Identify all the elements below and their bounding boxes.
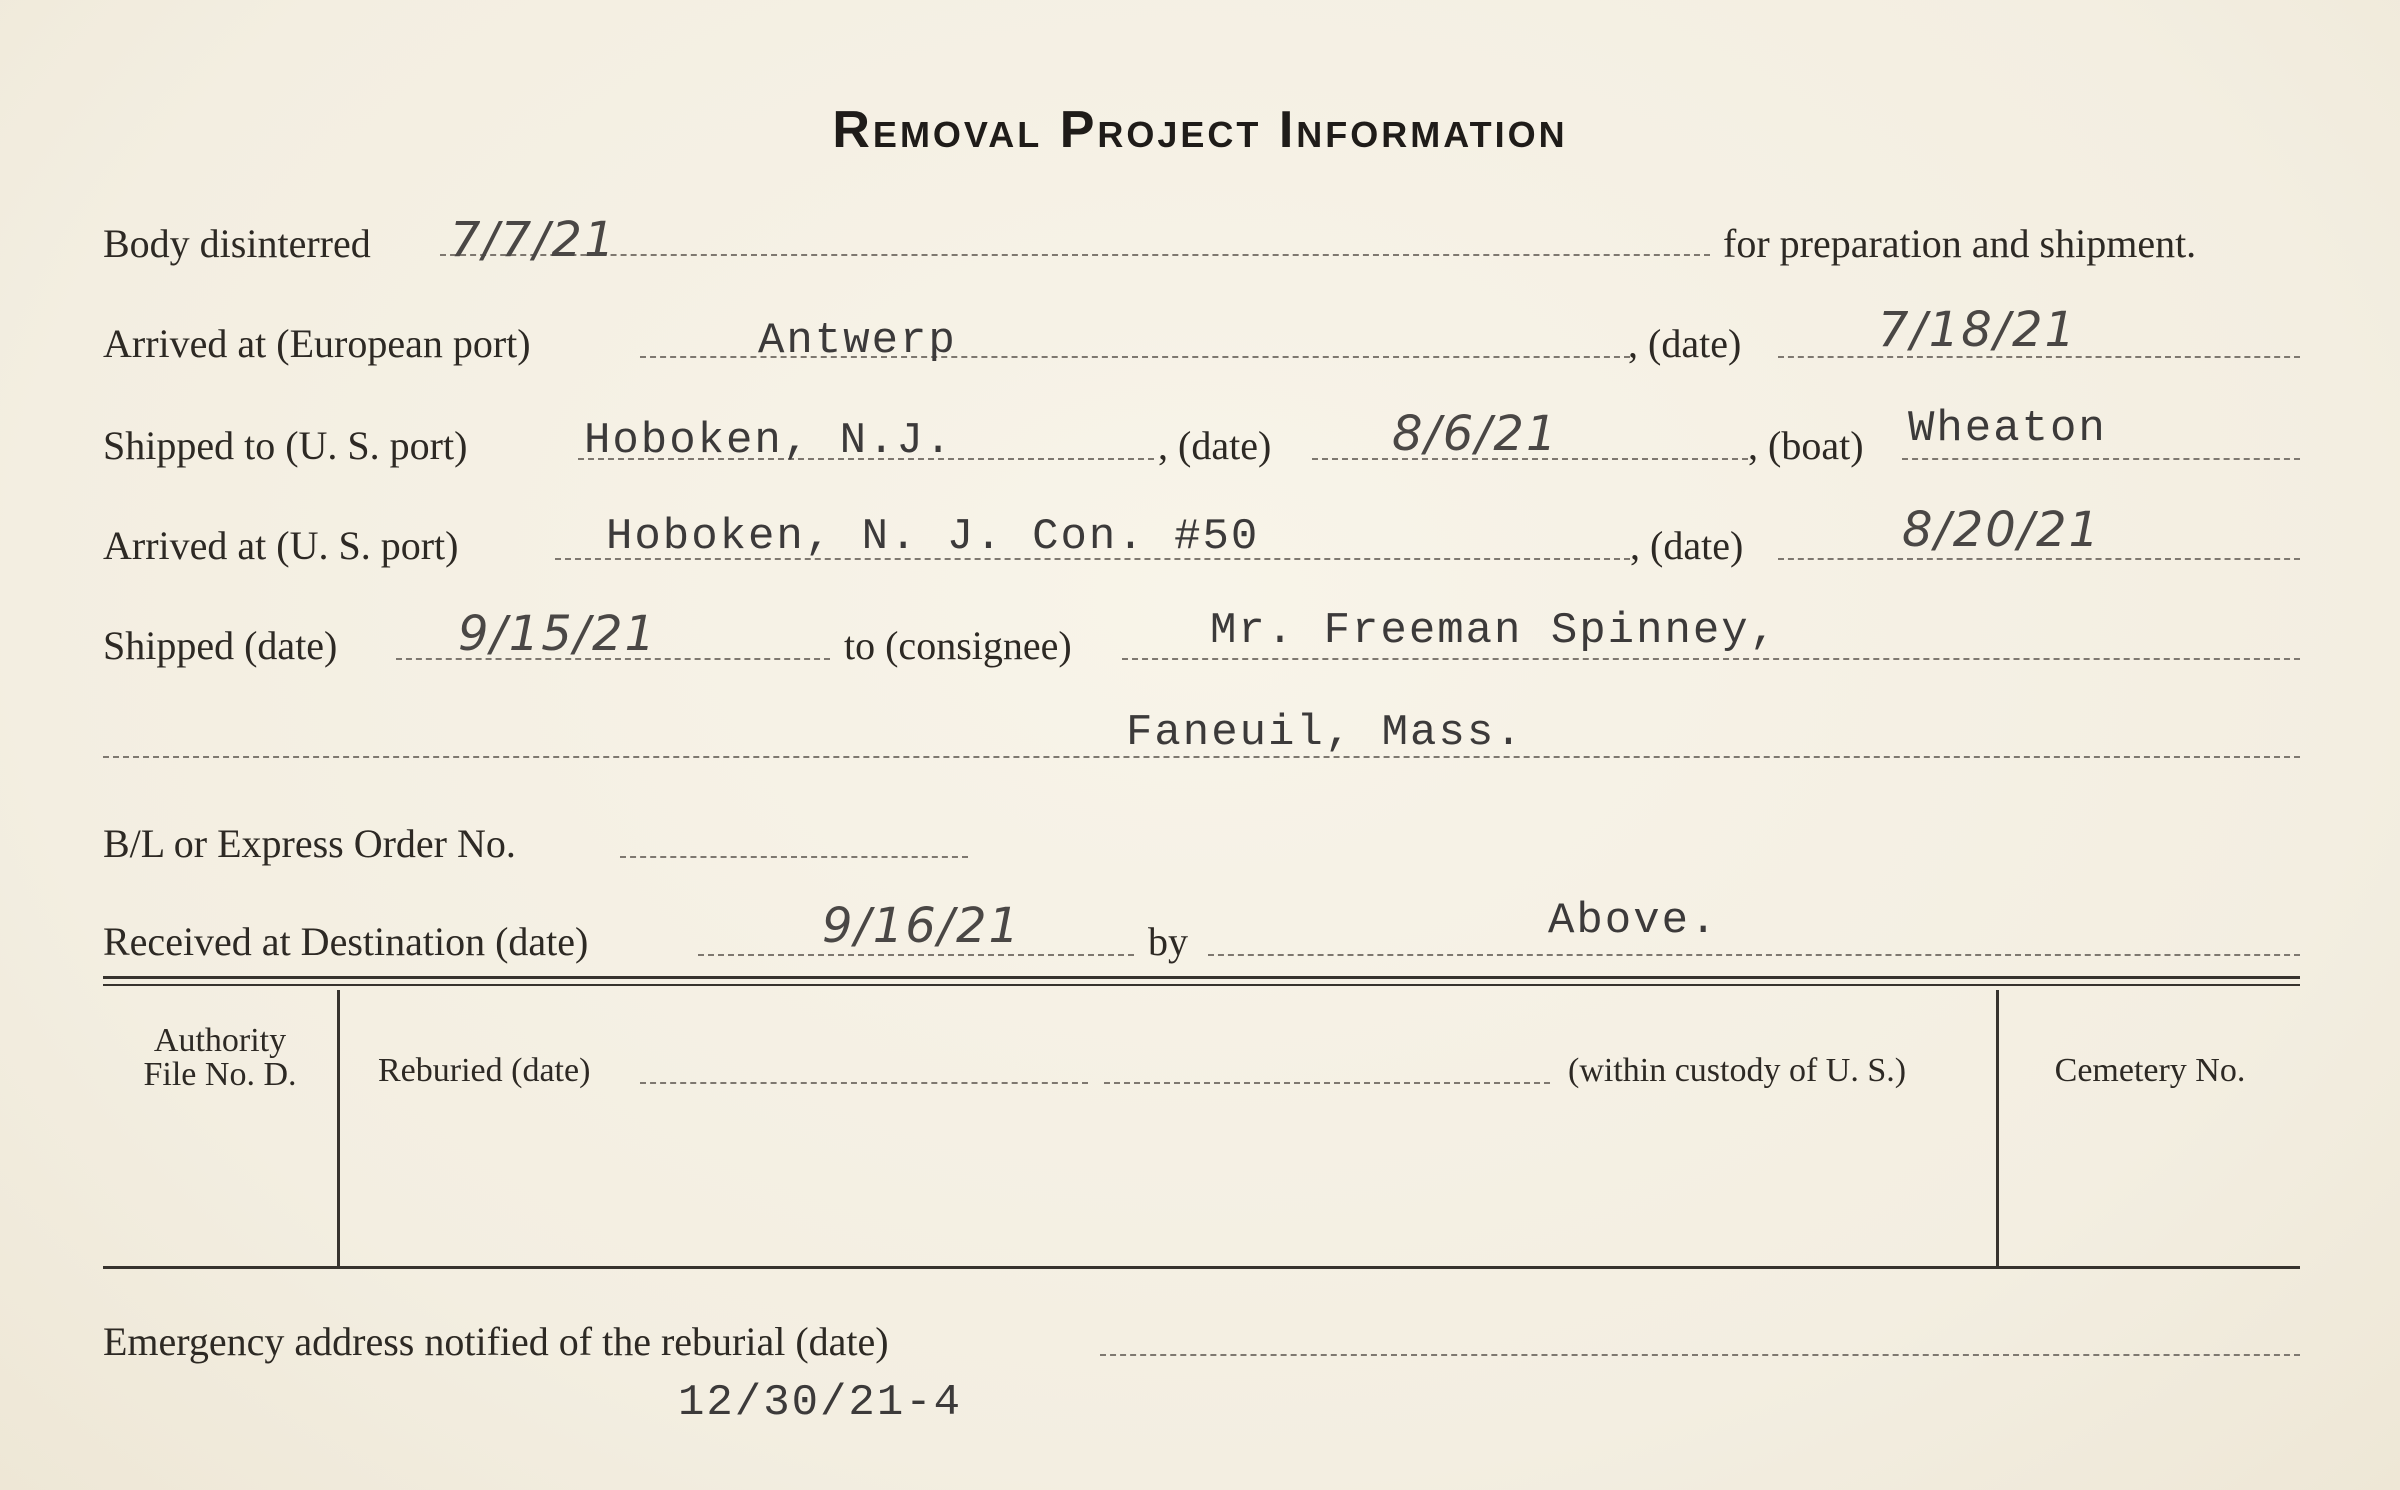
cemetery-label: Cemetery No. xyxy=(2054,1052,2246,1089)
received-by-value: Above. xyxy=(1548,896,1719,946)
emergency-line xyxy=(1100,1354,2300,1356)
emergency-label: Emergency address notified of the reburial (date) xyxy=(103,1319,889,1364)
shipped-us-label: Shipped to (U. S. port) xyxy=(103,423,468,468)
received-by-label: by xyxy=(1148,919,1188,964)
arrived-us-value: Hoboken, N. J. Con. #50 xyxy=(606,512,1260,562)
received-label: Received at Destination (date) xyxy=(103,919,589,964)
table-bottom-rule xyxy=(103,1266,2300,1269)
bl-order-line xyxy=(620,856,968,858)
shipped-us-boat-line xyxy=(1902,458,2300,460)
received-by-line xyxy=(1208,954,2300,956)
arrived-us-label: Arrived at (U. S. port) xyxy=(103,523,459,568)
shipped-us-value: Hoboken, N.J. xyxy=(584,416,954,466)
arrived-eu-label: Arrived at (European port) xyxy=(103,321,531,366)
authority-label-1: Authority xyxy=(153,1022,287,1059)
reburied-line-2 xyxy=(1104,1082,1550,1084)
consignee-line xyxy=(1122,658,2300,660)
shipped-us-boat-value: Wheaton xyxy=(1908,404,2107,454)
reburied-line-1 xyxy=(640,1082,1088,1084)
arrived-eu-date-label: , (date) xyxy=(1628,321,1742,366)
reburied-label: Reburied (date) xyxy=(378,1052,591,1089)
arrived-us-date-value: 8/20/21 xyxy=(1902,502,2102,558)
received-value: 9/16/21 xyxy=(822,898,1022,954)
shipped-date-label: Shipped (date) xyxy=(103,623,338,668)
body-disinterred-suffix: for preparation and shipment. xyxy=(1723,221,2197,266)
consignee-label: to (consignee) xyxy=(844,623,1072,668)
table-divider-right xyxy=(1996,990,1999,1266)
arrived-eu-value: Antwerp xyxy=(758,316,957,366)
table-top-rule-2 xyxy=(103,984,2300,986)
authority-label-2: File No. D. xyxy=(143,1056,297,1093)
page-title: Removal Project Information xyxy=(832,101,1568,159)
emergency-value: 12/30/21-4 xyxy=(678,1378,963,1428)
arrived-us-date-label: , (date) xyxy=(1630,523,1744,568)
body-disinterred-value: 7/7/21 xyxy=(450,212,617,268)
shipped-us-date-value: 8/6/21 xyxy=(1392,406,1559,462)
custody-label: (within custody of U. S.) xyxy=(1568,1052,1907,1089)
shipped-date-value: 9/15/21 xyxy=(458,606,658,662)
consignee-value: Mr. Freeman Spinney, xyxy=(1210,606,1779,656)
shipped-us-date-label: , (date) xyxy=(1158,423,1272,468)
table-top-rule-1 xyxy=(103,976,2300,979)
bl-order-label: B/L or Express Order No. xyxy=(103,821,516,866)
table-divider-left xyxy=(337,990,340,1266)
consignee-address-value: Faneuil, Mass. xyxy=(1126,708,1524,758)
shipped-us-boat-label: , (boat) xyxy=(1748,423,1864,468)
received-line xyxy=(698,954,1134,956)
body-disinterred-label: Body disinterred xyxy=(103,221,371,266)
arrived-eu-date-value: 7/18/21 xyxy=(1878,302,2078,358)
body-disinterred-line xyxy=(440,254,1710,256)
arrived-us-date-line xyxy=(1778,558,2300,560)
